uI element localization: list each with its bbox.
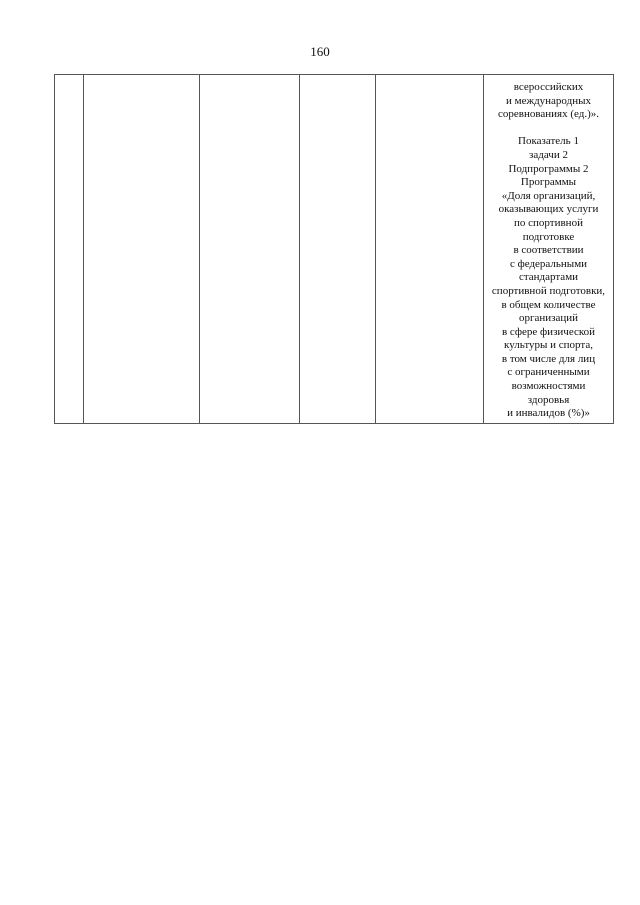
page-number: 160 — [310, 44, 330, 59]
text-line: спортивной подготовки, — [491, 284, 606, 297]
text-line: соревнованиях (ед.)». — [497, 108, 600, 121]
table-cell-2 — [84, 75, 200, 424]
text-line: с ограниченными — [507, 366, 590, 379]
text-line: всероссийских — [513, 81, 584, 93]
text-line: возможностями — [511, 380, 586, 393]
text-line: в сфере физической — [501, 325, 596, 338]
text-line: и инвалидов (%)» — [507, 407, 590, 420]
text-line: здоровья — [527, 393, 570, 406]
text-line: стандартами — [518, 271, 579, 284]
table-cell-3 — [200, 75, 300, 424]
text-line: и международных — [505, 94, 591, 107]
text-line: оказывающих услуги — [498, 203, 599, 216]
indicator-text — [484, 75, 613, 423]
text-line: организаций — [518, 312, 579, 325]
blank-line — [485, 122, 612, 136]
text-line: Показатель 1 — [518, 135, 579, 148]
table-cell-5 — [376, 75, 484, 424]
text-line: по спортивной — [514, 216, 583, 229]
text-line: с федеральными — [509, 257, 588, 270]
text-line: в том числе для лиц — [501, 352, 596, 365]
table-cell-4 — [300, 75, 376, 424]
text-line: «Доля организаций, — [501, 189, 596, 202]
text-line: Программы — [520, 176, 577, 189]
text-line: Подпрограммы 2 — [508, 162, 589, 175]
table-row — [55, 75, 614, 424]
text-line: в общем количестве — [501, 298, 596, 311]
text-line: культуры и спорта, — [504, 339, 593, 352]
text-line: в соответствии — [513, 244, 584, 257]
program-table — [54, 74, 614, 424]
table-cell-indicator — [484, 75, 614, 424]
table-cell-1 — [55, 75, 84, 424]
text-line: задачи 2 — [529, 148, 568, 161]
text-line: подготовке — [522, 230, 575, 243]
